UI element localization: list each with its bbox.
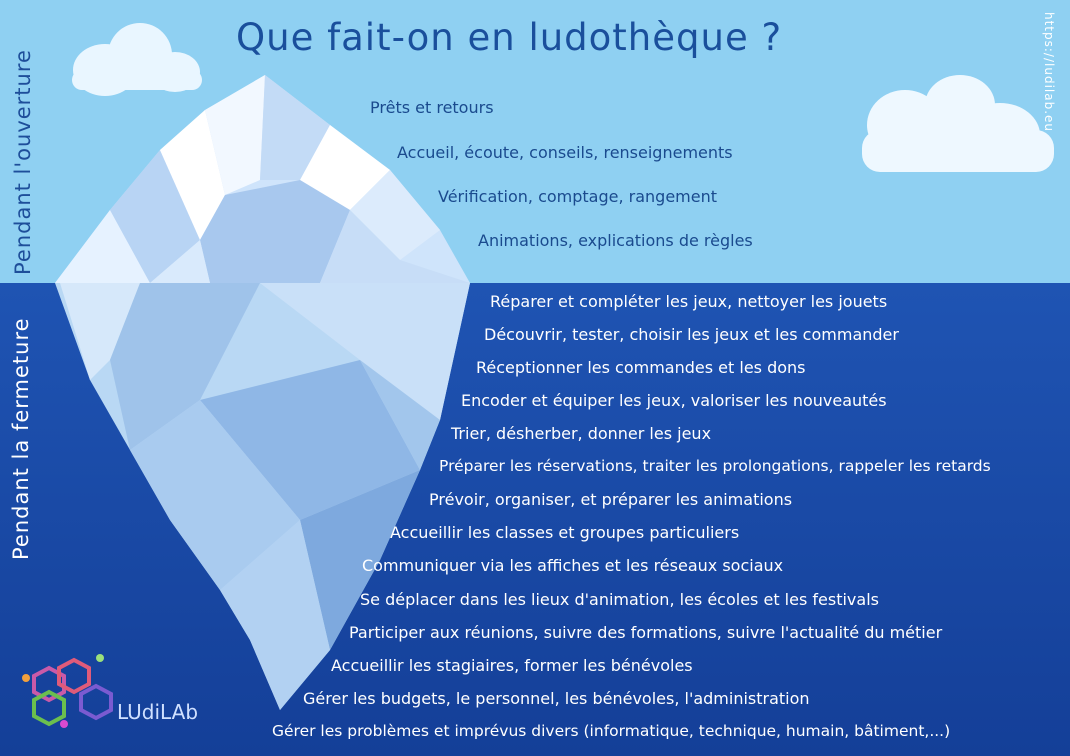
section-label-closing: Pendant la fermeture <box>9 317 33 560</box>
website-url: https://ludilab.eu <box>1042 12 1056 133</box>
list-item: Gérer les budgets, le personnel, les bénévoles, l'administration <box>303 689 810 708</box>
list-item: Gérer les problèmes et imprévus divers (informatique, technique, humain, bâtiment,...) <box>272 722 951 740</box>
list-item: Accueil, écoute, conseils, renseignements <box>397 143 733 162</box>
list-item: Animations, explications de règles <box>478 231 753 250</box>
list-item: Communiquer via les affiches et les réseaux sociaux <box>362 556 784 575</box>
list-item: Encoder et équiper les jeux, valoriser les nouveautés <box>461 391 887 410</box>
list-item: Participer aux réunions, suivre des formations, suivre l'actualité du métier <box>349 623 943 642</box>
list-item: Trier, désherber, donner les jeux <box>451 424 712 443</box>
list-item: Vérification, comptage, rangement <box>438 187 718 206</box>
list-item: Découvrir, tester, choisir les jeux et les commander <box>484 325 899 344</box>
page-title: Que fait-on en ludothèque ? <box>236 16 783 59</box>
list-item: Accueillir les classes et groupes particuliers <box>390 523 740 542</box>
iceberg-underwater <box>55 283 470 710</box>
cloud-left-icon <box>72 23 202 96</box>
list-item: Accueillir les stagiaires, former les bénévoles <box>331 656 693 675</box>
logo-text: LUdiLAb <box>117 700 199 724</box>
cloud-right-icon <box>862 75 1054 172</box>
list-item: Réparer et compléter les jeux, nettoyer les jouets <box>490 292 888 311</box>
list-item: Prévoir, organiser, et préparer les animations <box>429 490 793 509</box>
section-label-opening: Pendant l'ouverture <box>11 49 35 275</box>
list-item: Se déplacer dans les lieux d'animation, les écoles et les festivals <box>360 590 879 609</box>
list-item: Réceptionner les commandes et les dons <box>476 358 806 377</box>
list-item: Prêts et retours <box>370 98 494 117</box>
list-item: Préparer les réservations, traiter les prolongations, rappeler les retards <box>439 457 991 475</box>
